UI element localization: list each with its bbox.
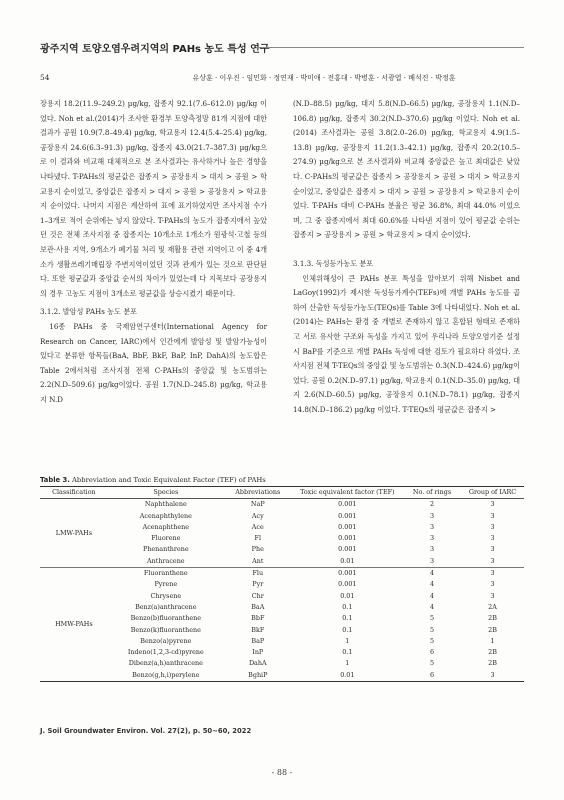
table-cell: 0.01 [340,556,355,565]
table-row [40,499,524,511]
right-paragraph-2: 인체위해성이 큰 PAHs 분포 특성을 알아보기 위해 Nisbet and LaGoy(1992)가 제시한 독성등가계수(TEFs)에 개별 PAHs 농도를 곱하여 산출한 독성등가농도(TEQs)를 Table 3에 나타내었다. Noh et al.(2014)는 PAHs는 환경 중 개별로 존재하지 않고 혼합된 형태로 존재하고 서로 유사한 구조와 독성을 가지고 있어 우리나라 토양오염기준 설정시 BaP를 기준으로 개별 PAHs 독성에 대한 검토가 필요하다 하였다. 조사지점 전체 T-TEQs의 중앙값 및 농도범위는 0.3(N.D–424.6) µg/kg이었다. 공원 0.2(N.D–97.1) µg/kg, 학교용지 0.1(N.D–35.0) µg/kg, 대지 2.6(N.D–60.5) µg/kg, 공장용지 0.1(N.D–78.1) µg/kg, 잡종지 14.8(N.D–186.2) µg/kg 이었다. T-TEQs의 평균값은 잡종지 > [293,273,520,414]
table-header-cell: No. of rings [412,488,452,496]
table-cell: 3 [490,580,495,589]
journal-running-title: 광주지역 토양오염우려지역의 PAHs 농도 특성 연구 [40,44,270,55]
table-cell: Ace [251,522,264,531]
table-3 [40,476,524,682]
table-cell: DahA [248,659,267,668]
table-label: Table 3. [40,476,70,484]
page-number: 54 [40,73,50,82]
table-cell: 3 [429,522,435,531]
table-header-cell: Group of IARC [468,488,517,496]
table-cell: 0.1 [342,614,353,623]
table-cell: 0.1 [342,602,353,611]
table-cell: BaP [251,636,265,645]
table-header-cell: Toxic equivalent factor (TEF) [300,488,395,496]
table-row [40,591,524,602]
left-paragraph-2: 16종 PAHs 중 국제암연구센터(International Agency for Research on Cancer, IARC)에서 인간에게 발암성 및 발암가능성이 있다고 분류한 항목들(BaA, BbF, BkF, BaP, InP, DahA)의 농도합은 Table 2에서처럼 조사지점 전체 C-PAHs의 중앙값 및 농도범위는 2.2(N.D–509.6) µg/kg이었다. 공원 1.7(N.D–245.8) µg/kg, 학교용지 N.D [40,321,267,404]
table-cell: 6 [429,670,435,679]
right-column [293,97,520,417]
section-heading-3-1-3: 3.1.3. 독성등가농도 분포 [293,258,374,268]
table-cell: 0.01 [340,591,355,600]
table-cell: 0.001 [338,569,357,578]
table-cell: Pyr [252,580,264,589]
table-cell: 0.1 [342,648,353,657]
table-row [40,556,524,568]
table-cell: BghiP [248,670,268,679]
table-cell: Benz(a)anthracene [135,602,197,611]
classification-cell: HMW-PAHs [55,619,93,628]
table-header-cell: Species [153,488,179,496]
table-cell: Chrysene [150,591,182,600]
table-header-cell: Abbreviations [235,488,281,496]
table-cell: 2B [488,625,497,634]
table-row [40,522,524,533]
table-row [40,625,524,636]
table-cell: Flu [252,569,264,578]
table-cell: 3 [490,522,495,531]
table-cell: InP [252,648,264,657]
table-cell: 3 [490,569,495,578]
table-cell: 5 [429,625,435,634]
table-cell: Anthracene [147,556,185,565]
table-cell: BbF [251,614,265,623]
table-cell: Naphthalene [144,500,187,509]
table-cell: 0.001 [338,511,357,520]
table-row [40,544,524,555]
table-cell: 3 [429,534,435,543]
table-cell: 3 [490,511,495,520]
table-cell: 2B [488,648,497,657]
table-cell: 2A [488,602,497,611]
table-cell: NaP [250,500,265,509]
table-caption-text: Abbreviation and Toxic Equivalent Factor (TEF) of PAHs [72,476,266,484]
table-caption [40,476,524,484]
table-cell: 3 [490,556,495,565]
table-row [40,670,524,682]
table-cell: Indeno(1,2,3-cd)pyrene [127,648,204,657]
table-header-row [40,487,524,499]
table-cell: 3 [429,545,435,554]
table-cell: 1 [490,636,495,645]
table-cell: 3 [490,534,495,543]
table-cell: Acenaphthylene [139,511,192,520]
table-row [40,511,524,522]
table-cell: 4 [429,580,435,589]
table-cell: 3 [490,500,495,509]
table-row [40,533,524,544]
table-cell: 2B [488,659,497,668]
footer-page-number: - 88 - [271,768,293,777]
table-cell: 2 [429,500,435,509]
table-cell: Benzo(b)fluoranthene [130,614,202,623]
table-cell: 0.1 [342,625,353,634]
table-cell: 0.01 [340,670,355,679]
lmw-group [40,499,524,568]
table-cell: Acenaphthene [142,522,190,531]
table-row [40,658,524,669]
table-cell: Fluorene [151,534,181,543]
title-rule [256,47,524,48]
table-cell: Chr [251,591,264,600]
table-cell: Fl [254,534,262,543]
table-cell: 0.001 [338,522,357,531]
hmw-group [40,568,524,682]
table-cell: 4 [429,602,435,611]
left-paragraph-1: 장용지 18.2(11.9–249.2) µg/kg, 잡종지 92.1(7.6–612.0) µg/kg 이었다. Noh et al.(2014)가 조사한 환경부 토양측정망 81개 지점에 대한 결과가 공원 10.9(7.8–49.4) µg/kg, 학교용지 12.4(5.4–25.4) µg/kg, 공장용지 24.6(6.3–91.3) µg/kg, 잡종지 43.0(21.7–387.3) µg/kg으로 이 결과와 비교해 대체적으로 본 조사결과는 유사하거나 높은 경향을 나타냈다. T-PAHs의 평균값은 잡종지 > 공장용지 > 대지 > 공원 > 학교용지 순이었고, 중앙값은 잡종지 > 대지 > 공원 > 공장용지 > 학교용지 순이었다. 나머지 지점은 계산하여 표에 표기하였지만 조사지점 수가 1–3개로 적어 순위에는 넣지 않았다. T-PAHs의 농도가 잡종지에서 높았던 것은 전체 조사지점 중 잡종지는 10개소로 1개소가 원광석·고철 등의 보관·사용 지역, 9개소가 폐기물 처리 및 재활용 관련 지역이고 이 중 4개소가 생활쓰레기매립장 주변지역이었던 것과 관계가 있는 것으로 판단된다. 또한 평균값과 중앙값 순서의 차이가 있었는데 다 지목보다 공장용지의 경우 고농도 지점이 3개소로 평균값을 상승시켰기 때문이다. [40,99,267,298]
authors-line: 유상훈 · 이우진 · 임민화 · 정연재 · 박미애 · 전홍대 · 박병훈 · 서광엽 · 배석진 · 박정훈 [192,74,456,82]
table-cell: 0.001 [338,500,357,509]
table-cell: Benzo(k)fluoranthene [130,625,201,634]
table-cell: 1 [345,636,350,645]
table-header-cell: Classification [52,488,96,496]
table-cell: 0.001 [338,534,357,543]
table-row [40,636,524,647]
table-row [40,647,524,658]
section-heading-3-1-2: 3.1.2. 발암성 PAHs 농도 분포 [40,307,137,317]
table-cell: 5 [429,659,435,668]
table-row [40,579,524,590]
table-cell: 1 [345,659,350,668]
table-cell: 3 [429,511,435,520]
table-cell: Benzo(a)pyrene [140,636,192,645]
table-row [40,602,524,613]
table-cell: Fluoranthene [143,569,188,578]
table-cell: Dibenz(a,h)anthracene [128,659,203,668]
table-row [40,568,524,580]
table-cell: Phenanthrene [142,545,189,554]
table-cell: 3 [490,591,495,600]
table-cell: 0.001 [338,580,357,589]
table-cell: Pyrene [154,580,178,589]
table-cell: 5 [429,614,435,623]
table-cell: 4 [429,591,435,600]
table-cell: BaA [251,602,265,611]
right-paragraph-1: (N.D–88.5) µg/kg, 대지 5.8(N.D–66.5) µg/kg, 공장용지 1.1(N.D–106.8) µg/kg, 잡종지 30.2(N.D–370.6) µg/kg 이었다. Noh et al.(2014) 조사결과는 공원 3.8(2.0–26.0) µg/kg, 학교용지 4.9(1.5–13.8) µg/kg, 공장용지 11.2(1.3–42.1) µg/kg, 잡종지 20.2(10.5–274.9) µg/kg으로 본 조사결과와 비교해 중앙값은 높고 최대값은 낮았다. C-PAHs의 평균값은 잡종지 > 공장용지 > 공원 > 대지 > 학교용지 순이었고, 중앙값은 잡종지 > 대지 > 공원 > 공장용지 > 학교용지 순이었다. T-PAHs 대비 C-PAHs 분율은 평균 36.8%, 최대 44.0% 이었으며, 그 중 잡종지에서 최대 60.6%를 나타낸 지점이 있어 평균값 순위는 잡종지 > 공장용지 > 공원 > 학교용지 > 대지 순이었다. [293,99,520,240]
table-cell: Ant [252,556,264,565]
table-cell: 3 [490,670,495,679]
footer-journal-citation: J. Soil Groundwater Environ. Vol. 27(2), p. 50~60, 2022 [40,727,252,735]
classification-cell: LMW-PAHs [55,528,92,537]
table-row [40,613,524,624]
table-cell: 5 [429,636,435,645]
table-cell: Phe [251,545,264,554]
left-column [40,97,267,407]
table-cell: Benzo(g,h,i)perylene [132,670,200,679]
table-cell: 4 [429,569,435,578]
table-cell: 0.001 [338,545,357,554]
table-cell: 6 [429,648,435,657]
tef-table [40,486,524,682]
table-cell: 3 [490,545,495,554]
table-cell: BkF [251,625,265,634]
table-cell: 3 [429,556,435,565]
table-cell: 2B [488,614,497,623]
table-cell: Acy [251,511,264,520]
